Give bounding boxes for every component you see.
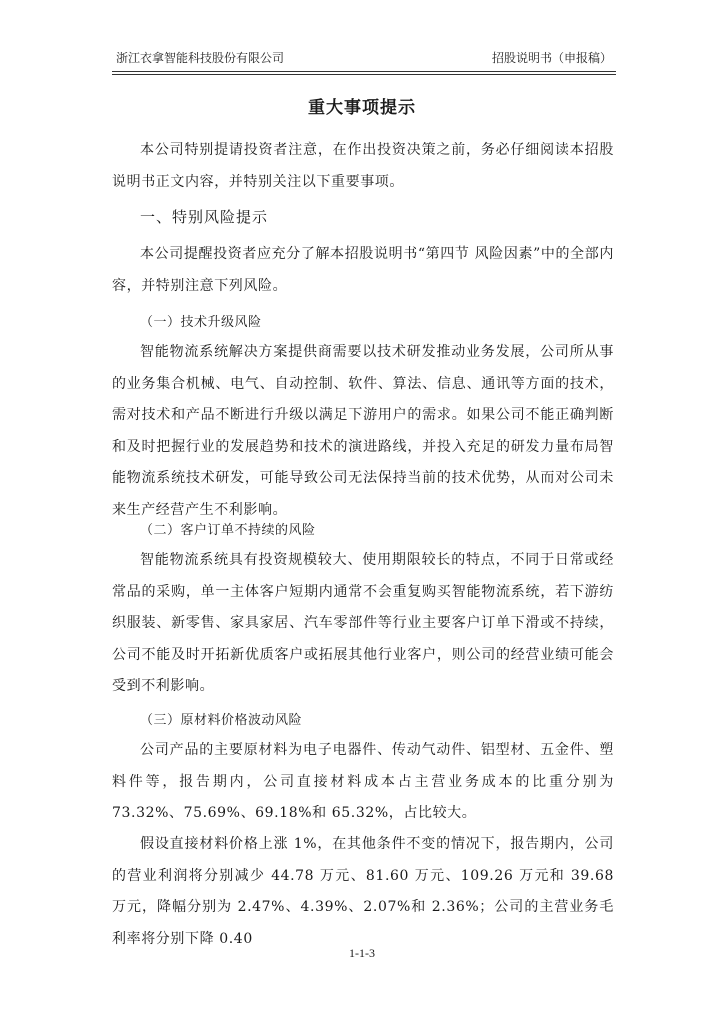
risk-paragraph-materials-sensitivity: 假设直接材料价格上涨 1%，在其他条件不变的情况下，报告期内，公司的营业利润将分别减少 44.78 万元、81.60 万元、109.26 万元和 39.68 万元，降幅分别为 2.47%、4.39%、2.07%和 2.36%；公司的主营业务毛利率将分别下降 0.40	[112, 836, 614, 947]
section-intro-paragraph: 本公司提醒投资者应充分了解本招股说明书“第四节 风险因素”中的全部内容，并特别注意下列风险。	[112, 246, 614, 294]
risk-heading-materials: （三）原材料价格波动风险	[140, 713, 303, 728]
risk-heading-technology: （一）技术升级风险	[140, 315, 262, 330]
risk-paragraph-technology: 智能物流系统解决方案提供商需要以技术研发推动业务发展，公司所从事的业务集合机械、电气、自动控制、软件、算法、信息、通讯等方面的技术，需对技术和产品不断进行升级以满足下游用户的需求。如果公司不能正确判断和及时把握行业的发展趋势和技术的演进路线，并投入充足的研发力量布局智能物流系统技术研发，可能导致公司无法保持当前的技术优势，从而对公司未来生产经营产生不利影响。	[112, 344, 614, 518]
header-rule	[112, 71, 616, 72]
risk-paragraph-orders: 智能物流系统具有投资规模较大、使用期限较长的特点，不同于日常或经常品的采购，单一主体客户短期内通常不会重复购买智能物流系统，若下游纺织服装、新零售、家具家居、汽车零部件等行业主要客户订单下滑或不持续，公司不能及时开拓新优质客户或拓展其他行业客户，则公司的经营业绩可能会受到不利影响。	[112, 552, 614, 694]
risk-heading-orders: （二）客户订单不持续的风险	[140, 523, 316, 538]
intro-paragraph: 本公司特别提请投资者注意，在作出投资决策之前，务必仔细阅读本招股说明书正文内容，并特别关注以下重要事项。	[112, 142, 614, 190]
page-title: 重大事项提示	[308, 98, 416, 118]
header-rule-thin	[112, 74, 616, 75]
page-number: 1-1-3	[349, 946, 375, 960]
header-company: 浙江衣拿智能科技股份有限公司	[116, 51, 285, 65]
header-doc-type: 招股说明书（申报稿）	[491, 51, 612, 65]
risk-paragraph-materials: 公司产品的主要原材料为电子电器件、传动气动件、铝型材、五金件、塑料件等，报告期内，公司直接材料成本占主营业务成本的比重分别为 73.32%、75.69%、69.18%和 65.32%，占比较大。	[112, 742, 614, 821]
section-heading-special-risks: 一、特别风险提示	[140, 208, 269, 226]
